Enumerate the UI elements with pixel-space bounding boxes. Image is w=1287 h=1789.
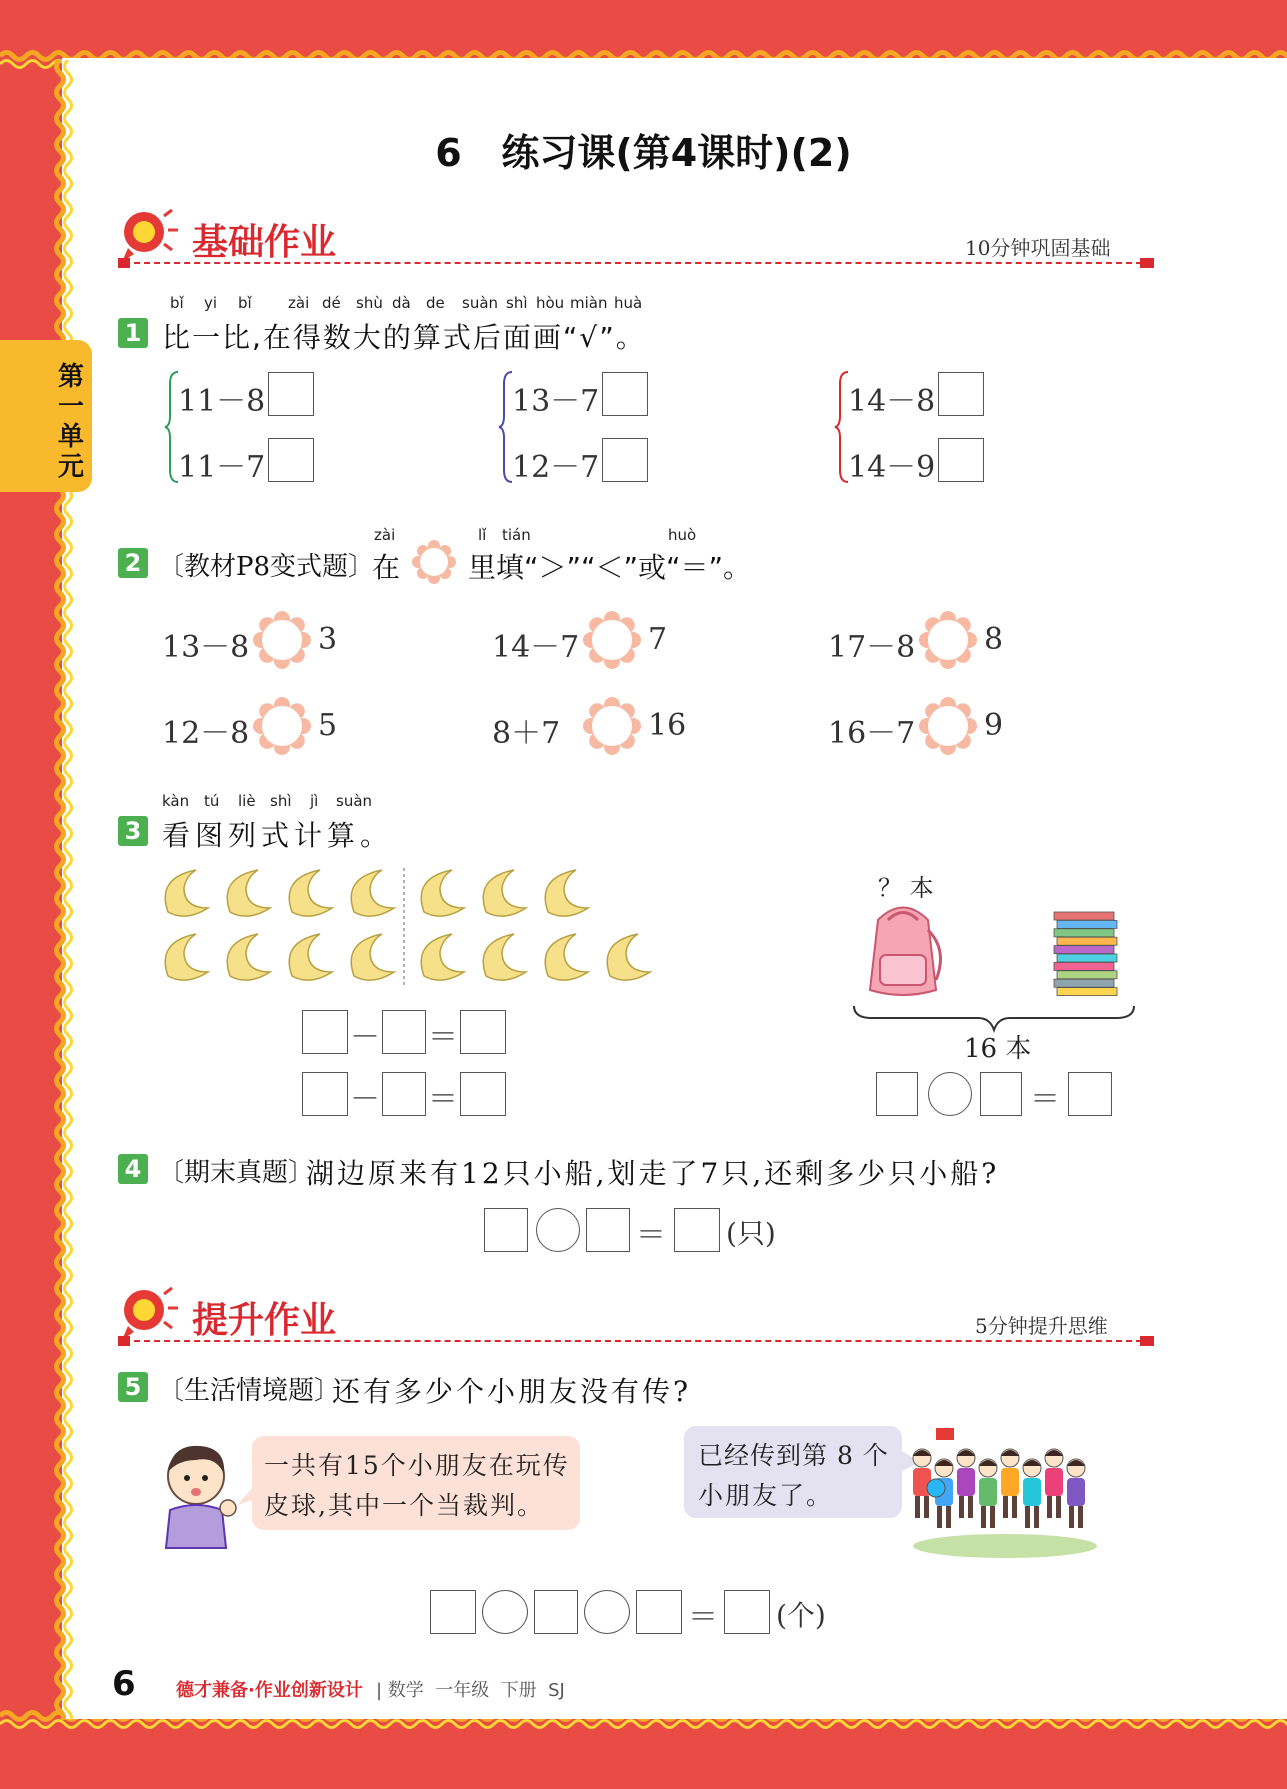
q1-pinyin: bǐ — [238, 294, 252, 312]
q2-tag: 〔教材P8变式题〕 — [158, 552, 375, 582]
children-playing-icon — [910, 1428, 1100, 1558]
page-number: 6 — [112, 1664, 136, 1704]
bubble1-line2: 皮球,其中一个当裁判。 — [264, 1491, 544, 1520]
q3-equation-box[interactable] — [302, 1072, 348, 1116]
q2-pinyin: huò — [668, 526, 697, 544]
q2-right-value: 5 — [318, 708, 338, 743]
q2-right-value: 9 — [984, 708, 1004, 743]
q3-equation-box[interactable] — [460, 1010, 506, 1054]
rule-end-left — [118, 258, 130, 268]
q1-pinyin: dé — [322, 294, 341, 312]
q1-instruction: 比一比,在得数大的算式后面画“√”。 — [162, 321, 646, 354]
q3-equals-sign: ＝ — [428, 1020, 458, 1055]
q3-minus-sign: － — [350, 1082, 380, 1117]
q1-expression-top: 14－8 — [848, 384, 936, 419]
moon-icon — [289, 870, 332, 916]
footer-subject: | 数学 一年级 下册 SJ — [376, 1680, 565, 1701]
q1-pinyin: shù — [356, 294, 383, 312]
q1-expression-top: 11－8 — [178, 384, 266, 419]
bubble2-line2: 小朋友了。 — [698, 1481, 834, 1510]
q4-operator-circle[interactable] — [536, 1208, 580, 1252]
moon-icon — [545, 934, 588, 980]
q1-checkbox-top[interactable] — [268, 372, 314, 416]
advanced-section-rule — [124, 1340, 1152, 1342]
q1-pinyin: dà — [392, 294, 411, 312]
flower-answer-blank[interactable] — [252, 696, 312, 756]
advanced-section-hint: 5分钟提升思维 — [975, 1314, 1108, 1338]
q2-left-expression: 16－7 — [828, 716, 916, 751]
q2-left-expression: 14－7 — [492, 630, 580, 665]
q3-total-label: 16 本 — [964, 1034, 1032, 1064]
q2-left-expression: 8＋7 — [492, 716, 561, 751]
moon-icon — [421, 870, 464, 916]
moon-icon — [289, 934, 332, 980]
q3-minus-sign: － — [350, 1020, 380, 1055]
q4-equals-sign: ＝ — [636, 1218, 666, 1253]
page-title: 6 练习课(第4课时)(2) — [435, 131, 852, 175]
basic-section-rule — [124, 262, 1152, 264]
q3-pinyin: shì — [270, 792, 292, 810]
q4-answer-box-b[interactable] — [586, 1208, 630, 1252]
bulb-icon — [118, 208, 180, 264]
q5-answer-box-d[interactable] — [724, 1590, 770, 1634]
q2-number-badge: 2 — [118, 548, 148, 578]
q1-pinyin: huà — [614, 294, 643, 312]
basic-section-heading: 基础作业 — [192, 222, 337, 263]
q5-number-badge: 5 — [118, 1372, 148, 1402]
q3-pinyin: liè — [238, 792, 256, 810]
q2-pinyin: zài — [374, 526, 396, 544]
q4-answer-box-c[interactable] — [674, 1208, 720, 1252]
moon-picture — [158, 866, 658, 996]
flower-blank-icon — [412, 540, 456, 584]
book-stack-icon — [1050, 910, 1120, 1000]
q1-expression-top: 13－7 — [512, 384, 600, 419]
q3-equals-sign: ＝ — [1030, 1082, 1060, 1117]
q1-pinyin: miàn — [570, 294, 608, 312]
moon-icon — [483, 934, 526, 980]
q1-expression-bottom: 12－7 — [512, 450, 600, 485]
q2-right-value: 8 — [984, 622, 1004, 657]
q1-checkbox-top[interactable] — [938, 372, 984, 416]
q2-text-before: 在 — [372, 551, 401, 584]
q1-expression-bottom: 14－9 — [848, 450, 936, 485]
q4-tag: 〔期末真题〕 — [158, 1158, 315, 1188]
q5-answer-box-a[interactable] — [430, 1590, 476, 1634]
basic-section-hint: 10分钟巩固基础 — [965, 236, 1111, 260]
moon-icon — [227, 934, 270, 980]
q2-right-value: 3 — [318, 622, 338, 657]
bubble2-line1: 已经传到第 8 个 — [698, 1441, 889, 1470]
q3-number-badge: 3 — [118, 816, 148, 846]
moon-icon — [607, 934, 650, 980]
bubble1-line1: 一共有15个小朋友在玩传 — [264, 1451, 570, 1480]
q1-checkbox-bottom[interactable] — [602, 438, 648, 482]
moon-icon — [351, 870, 394, 916]
q5-answer-box-c[interactable] — [636, 1590, 682, 1634]
flower-answer-blank[interactable] — [918, 610, 978, 670]
q2-right-value: 16 — [648, 708, 687, 743]
q3-pinyin: jì — [310, 792, 319, 810]
speech-bubble-1-tail — [236, 1484, 256, 1508]
q3-equation-box[interactable] — [302, 1010, 348, 1054]
q1-expression-bottom: 11－7 — [178, 450, 266, 485]
q3-answer-box-b[interactable] — [980, 1072, 1022, 1116]
q3-equation-box[interactable] — [460, 1072, 506, 1116]
rule-end-right — [1140, 258, 1154, 268]
q1-pinyin: yi — [204, 294, 218, 312]
q4-number-badge: 4 — [118, 1154, 148, 1184]
unit-side-tab-label: 第一单元 — [57, 362, 84, 482]
q1-pinyin: suàn — [462, 294, 499, 312]
q2-left-expression: 13－8 — [162, 630, 250, 665]
q2-pinyin: lǐ — [478, 526, 487, 544]
boy-speaker-icon — [156, 1438, 240, 1554]
flower-answer-blank[interactable] — [582, 610, 642, 670]
q3-instruction: 看图列式计算。 — [162, 819, 394, 852]
q3-unknown-label: ？ 本 — [878, 874, 934, 902]
flower-answer-blank[interactable] — [582, 696, 642, 756]
q5-operator-circle-1[interactable] — [482, 1590, 528, 1634]
q3-operator-circle[interactable] — [928, 1072, 972, 1116]
q5-question: 还有多少个小朋友没有传? — [332, 1375, 692, 1408]
q3-equation-box[interactable] — [382, 1072, 426, 1116]
moon-icon — [421, 934, 464, 980]
moon-icon — [227, 870, 270, 916]
q1-pinyin: shì — [506, 294, 528, 312]
q2-pinyin: tián — [502, 526, 531, 544]
q3-pinyin: kàn — [162, 792, 190, 810]
moon-icon — [165, 934, 208, 980]
q2-text-after: 里填“＞”“＜”或“＝”。 — [468, 551, 752, 584]
q3-pinyin: tú — [204, 792, 220, 810]
q3-pinyin: suàn — [336, 792, 373, 810]
q4-answer-box-a[interactable] — [484, 1208, 528, 1252]
q1-checkbox-top[interactable] — [602, 372, 648, 416]
moon-icon — [165, 870, 208, 916]
q1-checkbox-bottom[interactable] — [268, 438, 314, 482]
backpack-icon — [858, 900, 948, 1000]
bulb-icon — [118, 1286, 180, 1342]
q1-checkbox-bottom[interactable] — [938, 438, 984, 482]
q4-question: 湖边原来有12只小船,划走了7只,还剩多少只小船? — [306, 1157, 1000, 1190]
q3-answer-box-c[interactable] — [1068, 1072, 1112, 1116]
q5-unit: (个) — [776, 1599, 826, 1632]
q5-equals-sign: ＝ — [688, 1600, 718, 1635]
flower-answer-blank[interactable] — [918, 696, 978, 756]
q5-answer-box-b[interactable] — [534, 1590, 578, 1634]
footer-brand: 德才兼备·作业创新设计 — [176, 1680, 363, 1701]
rule-end-left — [118, 1336, 130, 1346]
flower-answer-blank[interactable] — [252, 610, 312, 670]
q5-tag: 〔生活情境题〕 — [158, 1376, 341, 1406]
q1-pinyin: hòu — [536, 294, 565, 312]
moon-icon — [545, 870, 588, 916]
q1-pinyin: bǐ — [170, 294, 184, 312]
q1-pinyin: de — [426, 294, 445, 312]
q3-answer-box-a[interactable] — [876, 1072, 918, 1116]
q3-equals-sign: ＝ — [428, 1082, 458, 1117]
q2-right-value: 7 — [648, 622, 668, 657]
wavy-border-left — [48, 60, 78, 1720]
advanced-section-heading: 提升作业 — [192, 1300, 337, 1341]
q4-unit: (只) — [726, 1217, 776, 1250]
q5-operator-circle-2[interactable] — [584, 1590, 630, 1634]
q3-equation-box[interactable] — [382, 1010, 426, 1054]
q2-left-expression: 17－8 — [828, 630, 916, 665]
q2-left-expression: 12－8 — [162, 716, 250, 751]
q1-number-badge: 1 — [118, 318, 148, 348]
q1-pinyin: zài — [288, 294, 310, 312]
moon-icon — [351, 934, 394, 980]
moon-icon — [483, 870, 526, 916]
rule-end-right — [1140, 1336, 1154, 1346]
